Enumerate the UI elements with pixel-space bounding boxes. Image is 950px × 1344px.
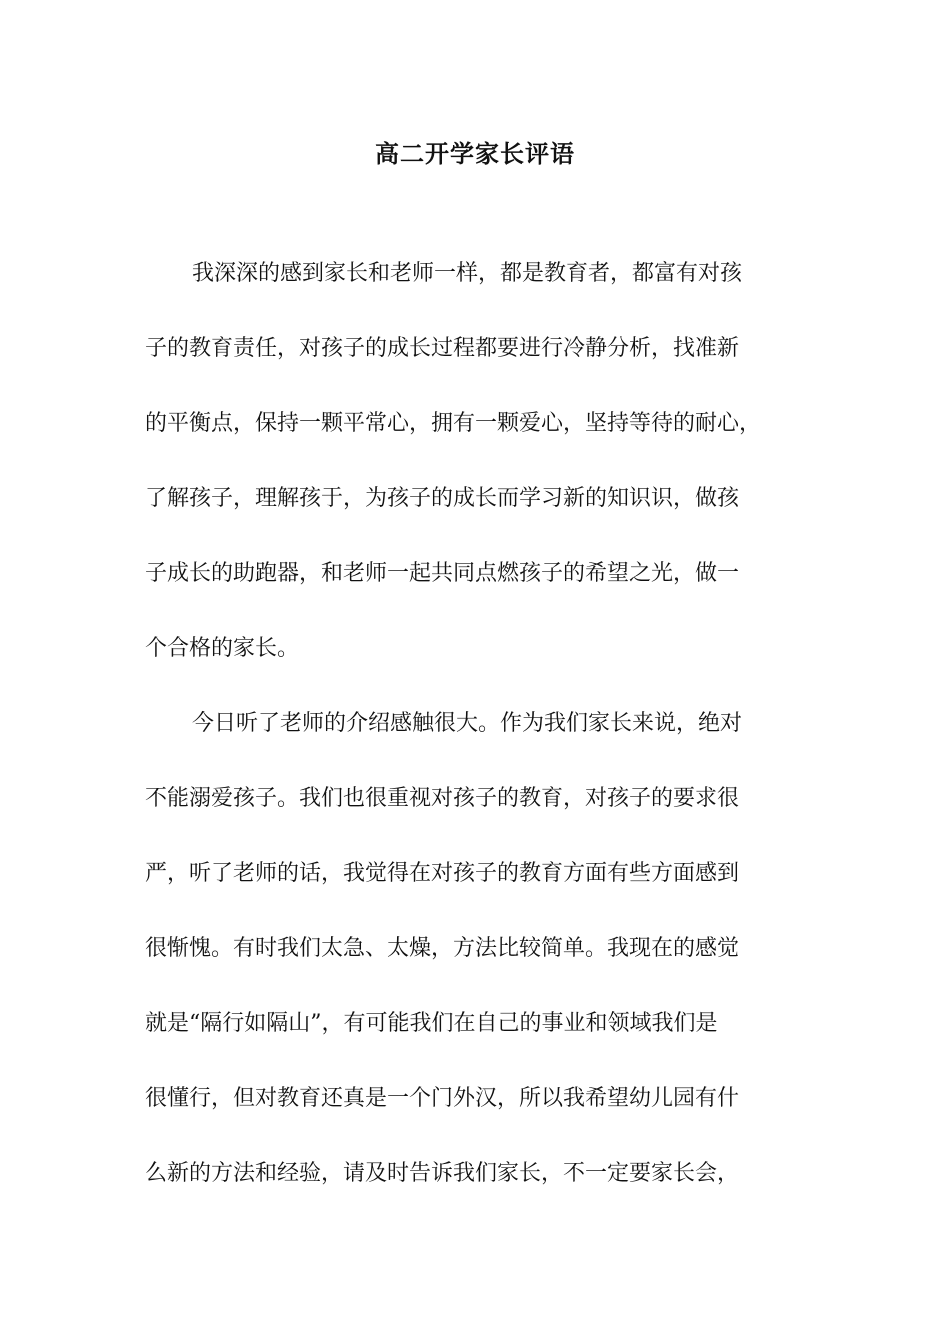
- paragraph-1-line-2: 子的教育责任，对孩子的成长过程都要进行冷静分析，找准新: [145, 336, 740, 361]
- paragraph-2-line-7: 么新的方法和经验，请及时告诉我们家长，不一定要家长会，: [145, 1161, 740, 1186]
- paragraph-2-line-3: 严，听了老师的话，我觉得在对孩子的教育方面有些方面感到: [145, 861, 740, 886]
- paragraph-1-line-3: 的平衡点，保持一颗平常心，拥有一颗爱心，坚持等待的耐心，: [145, 411, 762, 436]
- paragraph-1-line-1: 我深深的感到家长和老师一样，都是教育者，都富有对孩: [192, 261, 743, 286]
- document-title: 高二开学家长评语: [375, 139, 575, 168]
- paragraph-2-line-5: 就是“隔行如隔山”，有可能我们在自己的事业和领域我们是: [145, 1011, 718, 1036]
- paragraph-1-line-6: 个合格的家长。: [145, 636, 300, 661]
- paragraph-1-line-5: 子成长的助跑器，和老师一起共同点燃孩子的希望之光，做一: [145, 561, 740, 586]
- paragraph-2-line-2: 不能溺爱孩子。我们也很重视对孩子的教育，对孩子的要求很: [145, 786, 740, 811]
- paragraph-2-line-4: 很惭愧。有时我们太急、太燥，方法比较简单。我现在的感觉: [145, 936, 740, 961]
- paragraph-1-line-4: 了解孩子，理解孩于，为孩子的成长而学习新的知识识，做孩: [145, 486, 740, 511]
- paragraph-2-line-1: 今日听了老师的介绍感触很大。作为我们家长来说，绝对: [192, 711, 743, 736]
- paragraph-2-line-6: 很懂行，但对教育还真是一个门外汉，所以我希望幼儿园有什: [145, 1086, 740, 1111]
